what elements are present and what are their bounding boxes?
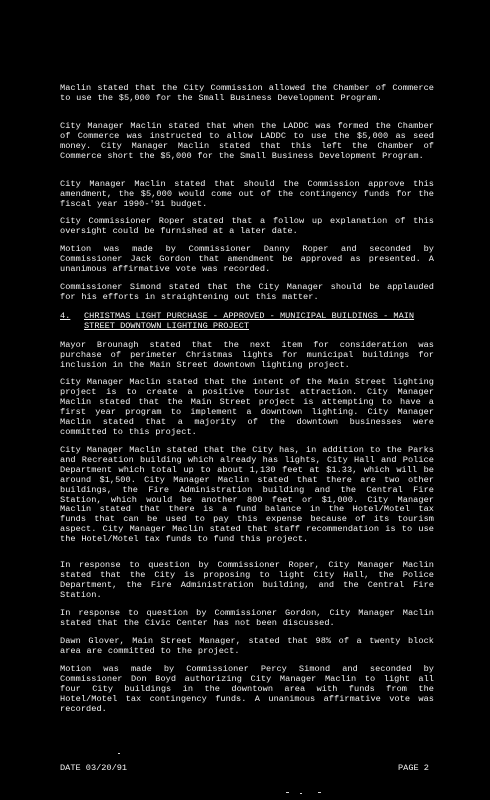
scan-speck	[286, 792, 289, 793]
paragraph: City Commissioner Roper stated that a follow up explanation of this oversight could be furnished at a later date.	[60, 216, 434, 236]
paragraph: In response to question by Commissioner Roper, City Manager Maclin stated that the City is proposing to light City Hall, the Police Department, the Fire Administration building, and the Central Fire Station.	[60, 560, 434, 600]
paragraph: City Manager Maclin stated that the intent of the Main Street lighting project is to create a positive tourist attraction. City Manager Maclin stated that the Main Street project is attempting to have a first year program to implement a downtown lighting. City Manager Maclin stated that a majority of the downtown businesses were committed to this project.	[60, 377, 434, 437]
paragraph: City Manager Maclin stated that when the LADDC was formed the Chamber of Commerce was instructed to allow LADDC to use the $5,000 as seed money. City Manager Maclin stated that this left the Chamber of Commerce short the $5,000 for the Small Business Development Program.	[60, 121, 434, 161]
paragraph: Mayor Brounagh stated that the next item for consideration was purchase of perimeter Christmas lights for municipal buildings for inclusion in the Main Street downtown lighting project.	[60, 340, 434, 370]
footer-date: DATE 03/20/91	[60, 763, 128, 773]
paragraph: Commissioner Simond stated that the City Manager should be applauded for his efforts in straightening out this matter.	[60, 282, 434, 302]
scan-speck	[318, 792, 321, 793]
paragraph: City Manager Maclin stated that the City has, in addition to the Parks and Recreation building which already has lights, City Hall and Police Department which total up to about 1,130 feet at $1.33, which will be around $1,500. City Manager Maclin stated that there are two other buildings, the Fire Administration building and the Central Fire Station, which would be another 800 feet or $1,000. City Manager Maclin stated that there is a fund balance in the Hotel/Motel tax funds that can be used to pay this expense because of its tourism aspect. City Manager Maclin stated that staff recommendation is to use the Hotel/Motel tax funds to fund this project.	[60, 445, 434, 545]
scan-speck	[300, 793, 302, 794]
agenda-item-title: CHRISTMAS LIGHT PURCHASE - APPROVED - MUNICIPAL BUILDINGS - MAIN STREET DOWNTOWN LIGHTING PROJECT	[84, 311, 415, 331]
footer-page-number: PAGE 2	[398, 763, 429, 773]
paragraph: Motion was made by Commissioner Danny Roper and seconded by Commissioner Jack Gordon that amendment be approved as presented. A unanimous affirmative vote was recorded.	[60, 244, 434, 274]
paragraph: Maclin stated that the City Commission allowed the Chamber of Commerce to use the $5,000 for the Small Business Development Program.	[60, 83, 434, 103]
paragraph: Dawn Glover, Main Street Manager, stated that 98% of a twenty block area are committed to the project.	[60, 636, 434, 656]
paragraph: City Manager Maclin stated that should the Commission approve this amendment, the $5,000 would come out of the contingency funds for the fiscal year 1990-'91 budget.	[60, 179, 434, 209]
scan-speck	[118, 753, 120, 754]
paragraph: Motion was made by Commissioner Percy Simond and seconded by Commissioner Don Boyd authorizing City Manager Maclin to light all four City buildings in the downtown area with funds from the Hotel/Motel tax contingency funds. A unanimous affirmative vote was recorded.	[60, 664, 434, 714]
agenda-item-number: 4.	[60, 311, 71, 321]
paragraph: In response to question by Commissioner Gordon, City Manager Maclin stated that the Civic Center has not been discussed.	[60, 608, 434, 628]
